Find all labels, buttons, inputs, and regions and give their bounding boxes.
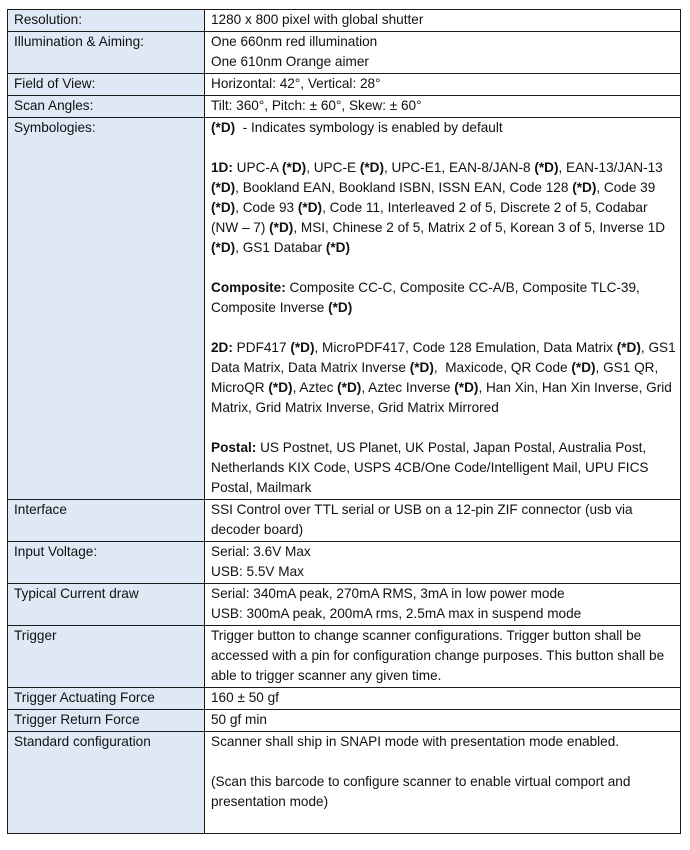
spec-value: [205, 542, 681, 584]
spec-row-interface: [8, 500, 681, 542]
spec-value-paragraph: Scanner shall ship in SNAPI mode with presentation mode enabled.: [211, 734, 620, 749]
symbology-group-text: US Postnet, US Planet, UK Postal, Japan Postal, Australia Post, Netherlands KIX Code, USPS 4CB/One Code/Intelligent Mail, UPU FICS Postal, Mailmark: [211, 440, 653, 495]
spec-row-trigger: [8, 626, 681, 688]
spacer: [211, 812, 676, 832]
symbology-group: [211, 158, 676, 258]
symbology-group-text: PDF417 (*D), MicroPDF417, Code 128 Emulation, Data Matrix (*D), GS1 Data Matrix, Data Matrix Inverse (*D), Maxicode, QR Code (*D), GS1 QR, MicroQR (*D), Aztec (*D), Aztec Inverse (*D), Han Xin, Han Xin Inverse, Grid Matrix, Grid Matrix Inverse, Grid Matrix Mirrored: [211, 340, 680, 415]
spec-row-standard-configuration: [8, 732, 681, 834]
spec-value-line: SSI Control over TTL serial or USB on a 12-pin ZIF connector (usb via decoder board): [211, 502, 633, 537]
spec-value-line: USB: 300mA peak, 200mA rms, 2.5mA max in suspend mode: [211, 606, 582, 621]
spec-table-body: [8, 10, 681, 834]
spec-row-illumination-aiming: [8, 32, 681, 74]
spec-value: [205, 626, 681, 688]
symbology-group-heading: Composite:: [211, 280, 286, 295]
spec-table: [7, 9, 681, 834]
symbology-group: [211, 338, 680, 418]
spec-label: Symbologies:: [8, 118, 205, 500]
spec-value-line: Horizontal: 42°, Vertical: 28°: [211, 76, 381, 91]
symbology-group: [211, 278, 676, 318]
spec-label: Field of View:: [8, 74, 205, 96]
spec-row-scan-angles: [8, 96, 681, 118]
spec-label: Trigger: [8, 626, 205, 688]
spec-value: [205, 584, 681, 626]
symbology-group-text: - Indicates symbology is enabled by default: [235, 120, 503, 135]
symbology-group-heading: 2D:: [211, 340, 233, 355]
symbology-group: [211, 118, 676, 138]
spec-value-line: Serial: 3.6V Max: [211, 544, 311, 559]
spacer: [211, 752, 676, 772]
spacer: [211, 258, 676, 278]
symbology-group-heading: 1D:: [211, 160, 233, 175]
spec-table-container: [7, 9, 681, 834]
spec-row-trigger-return-force: [8, 710, 681, 732]
spec-value: [205, 732, 681, 834]
symbology-group-heading: Postal:: [211, 440, 257, 455]
spec-label: Scan Angles:: [8, 96, 205, 118]
spacer: [211, 418, 676, 438]
spec-label: Resolution:: [8, 10, 205, 32]
spacer: [211, 138, 676, 158]
spec-label: Interface: [8, 500, 205, 542]
spec-row-symbologies: [8, 118, 681, 500]
spec-label: Illumination & Aiming:: [8, 32, 205, 74]
spec-value-paragraph: (Scan this barcode to configure scanner to enable virtual comport and presentation mode): [211, 774, 631, 809]
spec-value: [205, 32, 681, 74]
spec-value: [205, 688, 681, 710]
spec-row-resolution: [8, 10, 681, 32]
spec-value-line: Trigger button to change scanner configurations. Trigger button shall be accessed with a pin for configuration change purposes. This button shall be able to trigger scanner any given time.: [211, 628, 665, 683]
spec-value: [205, 710, 681, 732]
spec-value-line: 50 gf min: [211, 712, 267, 727]
symbology-group-text: Composite CC-C, Composite CC-A/B, Composite TLC-39, Composite Inverse (*D): [211, 280, 644, 315]
spec-value-line: One 610nm Orange aimer: [211, 54, 369, 69]
spec-value: [205, 96, 681, 118]
spec-label: Trigger Return Force: [8, 710, 205, 732]
spec-row-field-of-view: [8, 74, 681, 96]
spec-value-line: USB: 5.5V Max: [211, 564, 304, 579]
spec-label: Standard configuration: [8, 732, 205, 834]
spec-row-trigger-actuating-force: [8, 688, 681, 710]
spec-value-line: 160 ± 50 gf: [211, 690, 279, 705]
spec-value-line: Serial: 340mA peak, 270mA RMS, 3mA in low power mode: [211, 586, 565, 601]
spec-value: [205, 10, 681, 32]
spec-row-typical-current-draw: [8, 584, 681, 626]
spec-label: Typical Current draw: [8, 584, 205, 626]
spec-row-input-voltage: [8, 542, 681, 584]
spacer: [211, 318, 676, 338]
spec-value-line: One 660nm red illumination: [211, 34, 378, 49]
spec-value-line: 1280 x 800 pixel with global shutter: [211, 12, 424, 27]
spec-value-line: Tilt: 360°, Pitch: ± 60°, Skew: ± 60°: [211, 98, 422, 113]
spec-value: [205, 500, 681, 542]
spec-label: Trigger Actuating Force: [8, 688, 205, 710]
symbology-group-heading: (*D): [211, 120, 236, 135]
symbology-group-text: UPC-A (*D), UPC-E (*D), UPC-E1, EAN-8/JAN-8 (*D), EAN-13/JAN-13 (*D), Bookland EAN, Bookland ISBN, ISSN EAN, Code 128 (*D), Code 39 (*D), Code 93 (*D), Code 11, Interleaved 2 of 5, Discrete 2 of 5, Codabar (NW – 7) (*D), MSI, Chinese 2 of 5, Matrix 2 of 5, Korean 3 of 5, Inverse 1D (*D), GS1 Databar (*D): [211, 160, 669, 255]
spec-value: [205, 74, 681, 96]
spec-label: Input Voltage:: [8, 542, 205, 584]
symbology-group: [211, 438, 676, 498]
spec-value: [205, 118, 681, 500]
